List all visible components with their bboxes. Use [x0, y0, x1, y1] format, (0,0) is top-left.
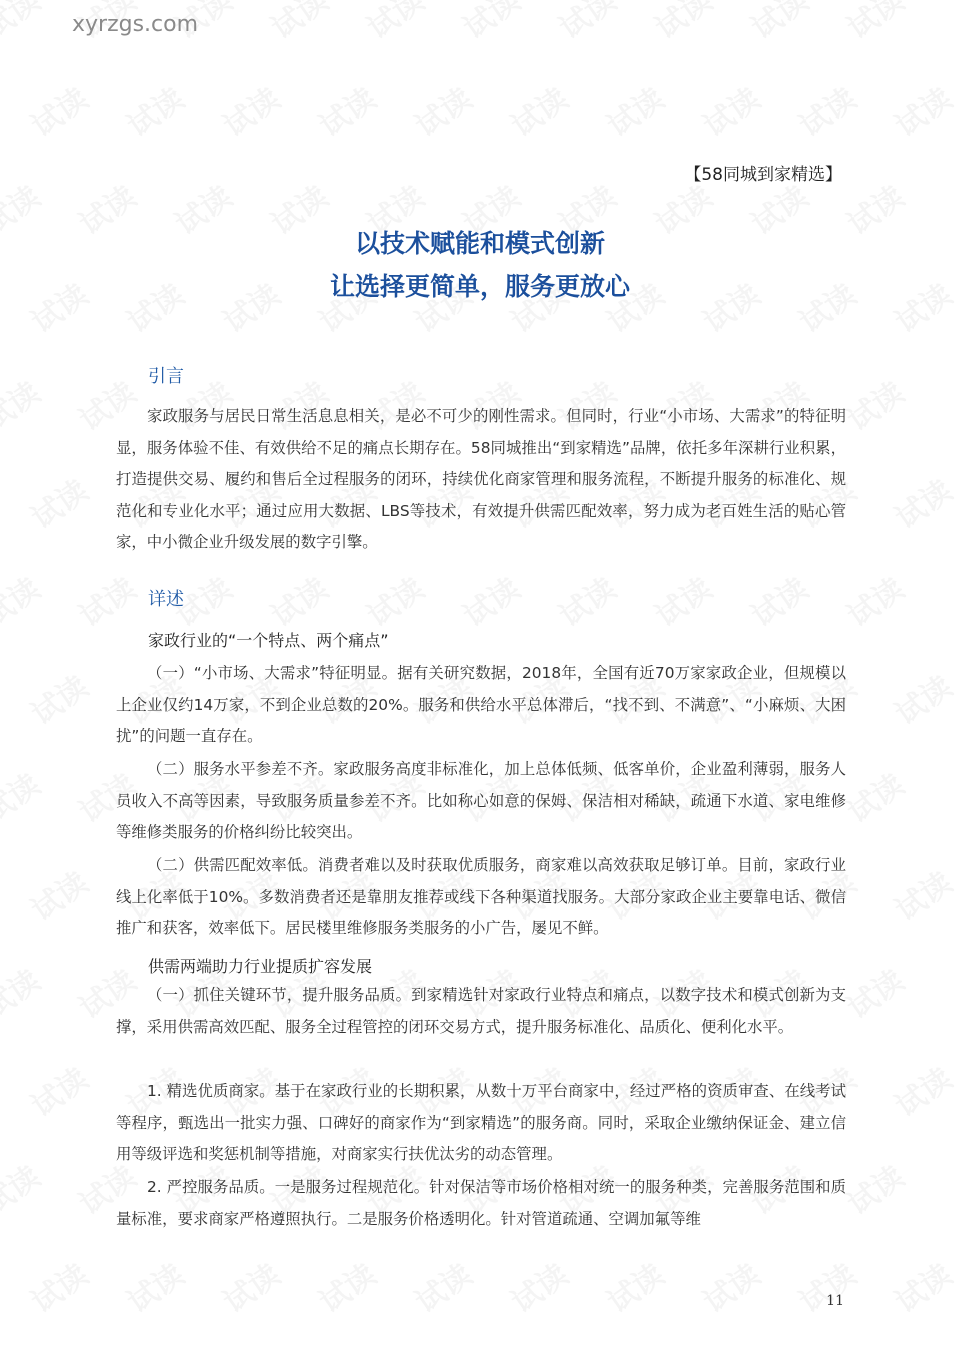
watermark-mark — [501, 75, 575, 145]
watermark-mark — [21, 859, 95, 929]
watermark-mark — [885, 1251, 959, 1321]
watermark-mark — [453, 565, 527, 635]
watermark-mark — [597, 1251, 671, 1321]
watermark-mark — [837, 0, 911, 47]
paragraph-feature-1: （一）“小市场、大需求”特征明显。据有关研究数据，2018年，全国有近70万家家政企业，但规模以上企业仅约14万家，不到企业总数的20%。服务和供给水平总体滞后，“找不到、不满意”、“小麻烦、大困扰”的问题一直存在。 — [116, 664, 846, 745]
watermark-mark — [21, 1251, 95, 1321]
paragraph-feature-2: （二）服务水平参差不齐。家政服务高度非标准化，加上总体低频、低客单价，企业盈利薄弱，服务人员收入不高等因素，导致服务质量参差不齐。比如称心如意的保姆、保洁相对稀缺，疏通下水道、家电维修等维修类服务的价格纠纷比较突出。 — [116, 760, 846, 841]
intro-heading: 引言 — [148, 366, 184, 387]
watermark-mark — [0, 565, 47, 635]
watermark-mark — [261, 0, 335, 47]
watermark-mark — [789, 75, 863, 145]
watermark-mark — [0, 1153, 47, 1223]
site-watermark: xyrzgs.com — [72, 12, 199, 37]
watermark-mark — [645, 0, 719, 47]
watermark-mark — [309, 1251, 383, 1321]
watermark-mark — [837, 1153, 911, 1223]
watermark-mark — [597, 75, 671, 145]
watermark-mark — [69, 565, 143, 635]
watermark-mark — [21, 75, 95, 145]
watermark-mark — [837, 957, 911, 1027]
watermark-mark — [501, 1251, 575, 1321]
watermark-mark — [21, 467, 95, 537]
watermark-mark — [213, 75, 287, 145]
watermark-mark — [741, 0, 815, 47]
watermark-mark — [837, 761, 911, 831]
watermark-mark — [549, 0, 623, 47]
watermark-mark — [885, 859, 959, 929]
watermark-mark — [405, 1251, 479, 1321]
paragraph-development-3: 2. 严控服务品质。一是服务过程规范化。针对保洁等市场价格相对统一的服务种类，完善服务范围和质量标准，要求商家严格遵照执行。二是服务价格透明化。针对管道疏通、空调加氟等维 — [116, 1178, 846, 1228]
watermark-mark — [885, 663, 959, 733]
watermark-mark — [885, 75, 959, 145]
intro-paragraph: 家政服务与居民日常生活息息相关，是必不可少的刚性需求。但同时，行业“小市场、大需求”的特征明显，服务体验不佳、有效供给不足的痛点长期存在。58同城推出“到家精选”品牌，依托多年深耕行业积累，打造提供交易、履约和售后全过程服务的闭环，持续优化商家管理和服务流程，不断提升服务的标准化、规范化和专业化水平；通过应用大数据、LBS等技术，有效提升供需匹配效率，努力成为老百姓生活的贴心管家，中小微企业升级发展的数字引擎。 — [116, 407, 846, 551]
watermark-mark — [789, 1251, 863, 1321]
watermark-mark — [885, 467, 959, 537]
subheading-development: 供需两端助力行业提质扩容发展 — [148, 957, 373, 976]
title-line-2: 让选择更简单，服务更放心 — [329, 272, 630, 301]
watermark-mark — [885, 1055, 959, 1125]
paragraph-development-2: 1. 精选优质商家。基于在家政行业的长期积累，从数十万平台商家中，经过严格的资质审查、在线考试等程序，甄选出一批实力强、口碑好的商家作为“到家精选”的服务商。同时，采取企业缴纳保证金、建立信用等级评选和奖惩机制等措施，对商家实行扶优汰劣的动态管理。 — [116, 1082, 846, 1163]
watermark-mark — [0, 369, 47, 439]
watermark-mark — [21, 1055, 95, 1125]
title-line-1: 以技术赋能和模式创新 — [354, 229, 605, 258]
watermark-mark — [213, 1251, 287, 1321]
paragraph-development-1: （一）抓住关键环节，提升服务品质。到家精选针对家政行业特点和痛点，以数字技术和模式创新为支撑，采用供需高效匹配、服务全过程管控的闭环交易方式，提升服务标准化、品质化、便利化水平。 — [116, 986, 846, 1036]
watermark-mark — [837, 369, 911, 439]
watermark-mark — [0, 0, 47, 47]
section-tag: 【58同城到家精选】 — [684, 165, 842, 185]
watermark-mark — [693, 75, 767, 145]
page-number: 11 — [826, 1293, 844, 1309]
watermark-mark — [117, 1251, 191, 1321]
watermark-mark — [21, 663, 95, 733]
watermark-mark — [309, 75, 383, 145]
watermark-mark — [0, 761, 47, 831]
watermark-mark — [837, 565, 911, 635]
watermark-mark — [741, 565, 815, 635]
paragraph-feature-3: （二）供需匹配效率低。消费者难以及时获取优质服务，商家难以高效获取足够订单。目前，家政行业线上化率低于10%。多数消费者还是靠朋友推荐或线下各种渠道找服务。大部分家政企业主要靠电话、微信推广和获客，效率低下。居民楼里维修服务类服务的小广告，屡见不鲜。 — [116, 856, 846, 937]
watermark-mark — [0, 957, 47, 1027]
watermark-mark — [261, 565, 335, 635]
watermark-mark — [549, 565, 623, 635]
watermark-mark — [405, 75, 479, 145]
watermark-mark — [357, 0, 431, 47]
subheading-features: 家政行业的“一个特点、两个痛点” — [148, 631, 389, 650]
detail-heading: 详述 — [148, 589, 184, 610]
watermark-mark — [357, 565, 431, 635]
watermark-mark — [117, 75, 191, 145]
watermark-mark — [693, 1251, 767, 1321]
watermark-mark — [645, 565, 719, 635]
watermark-mark — [453, 0, 527, 47]
